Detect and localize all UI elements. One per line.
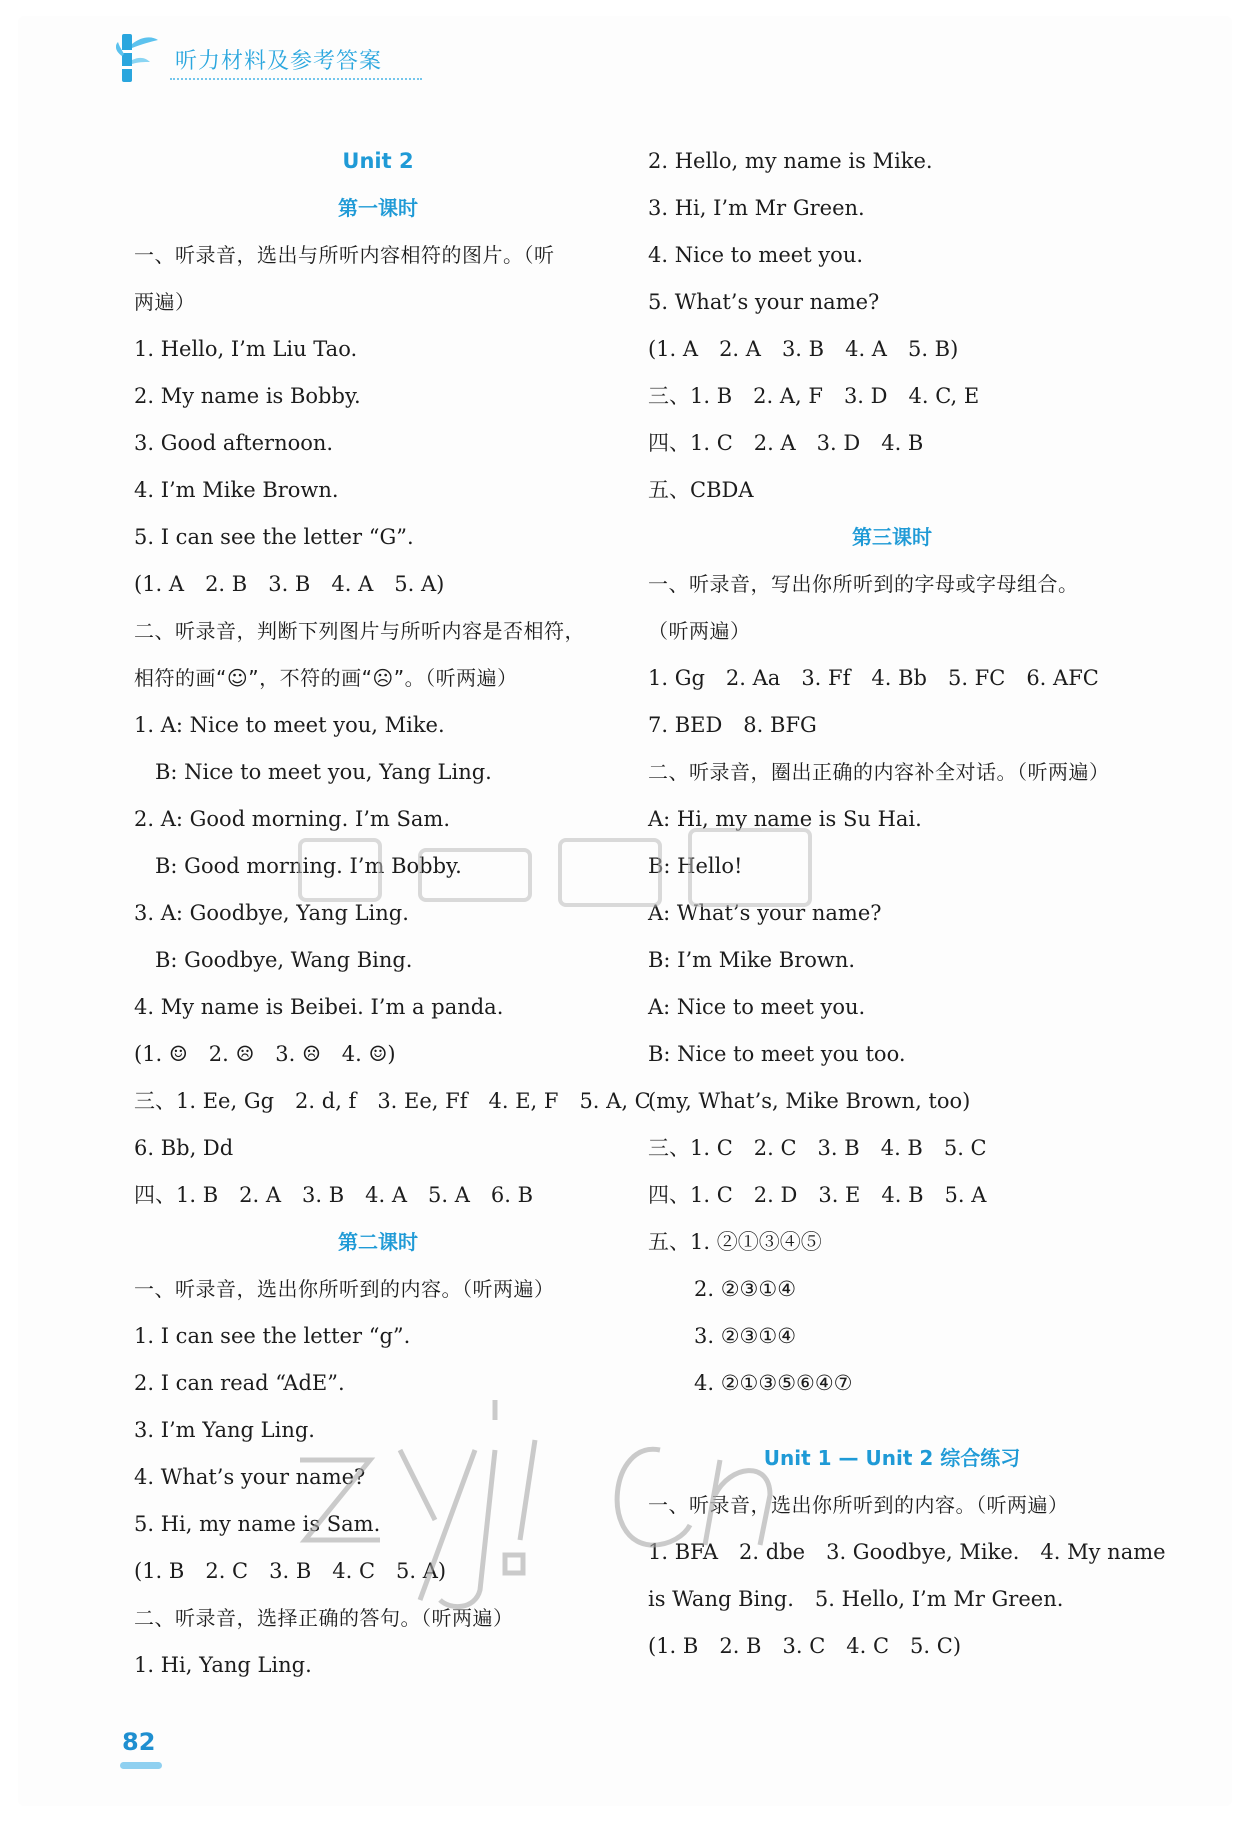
answer-line: A: Hi, my name is Su Hai. xyxy=(648,807,922,831)
answer-line: 三、1. C 2. C 3. B 4. B 5. C xyxy=(648,1136,987,1160)
answer-line: 5. Hi, my name is Sam. xyxy=(134,1512,381,1536)
answer-line: B: Good morning. I’m Bobby. xyxy=(155,854,462,878)
section-heading: 第三课时 xyxy=(852,525,932,549)
answer-line: 三、1. Ee, Gg 2. d, f 3. Ee, Ff 4. E, F 5. A, C xyxy=(134,1089,651,1113)
answer-line: 四、1. C 2. D 3. E 4. B 5. A xyxy=(648,1183,987,1207)
answer-line: 1. Gg 2. Aa 3. Ff 4. Bb 5. FC 6. AFC xyxy=(648,666,1099,690)
answer-line: 3. A: Goodbye, Yang Ling. xyxy=(134,901,409,925)
section-heading: 第二课时 xyxy=(338,1230,418,1254)
answer-line: A: What’s your name? xyxy=(648,901,882,925)
answer-line: 四、1. C 2. A 3. D 4. B xyxy=(648,431,924,455)
answer-line: is Wang Bing. 5. Hello, I’m Mr Green. xyxy=(648,1587,1064,1611)
answer-line: B: Hello! xyxy=(648,854,743,878)
answer-line: 二、听录音，圈出正确的内容补全对话。（听两遍） xyxy=(648,760,1110,784)
answer-line: B: I’m Mike Brown. xyxy=(648,948,856,972)
answer-line: 4. ②①③⑤⑥④⑦ xyxy=(694,1371,853,1395)
answer-line: 7. BED 8. BFG xyxy=(648,713,817,737)
answer-line: 3. Good afternoon. xyxy=(134,431,334,455)
answer-line: 6. Bb, Dd xyxy=(134,1136,234,1160)
answer-line: (1. ☺ 2. ☹ 3. ☹ 4. ☺) xyxy=(134,1042,396,1066)
spacer xyxy=(648,1407,1168,1435)
answer-line: 5. I can see the letter “G”. xyxy=(134,525,414,549)
answer-line: (1. B 2. C 3. B 4. C 5. A) xyxy=(134,1559,447,1583)
answer-line: 一、听录音，写出你所听到的字母或字母组合。 xyxy=(648,572,1079,596)
left-column xyxy=(134,138,654,1689)
section-heading: 第一课时 xyxy=(338,196,418,220)
answer-line: 2. Hello, my name is Mike. xyxy=(648,149,933,173)
answer-line: (my, What’s, Mike Brown, too) xyxy=(648,1089,971,1113)
answer-line: 2. ②③①④ xyxy=(694,1277,797,1301)
answer-line: 1. BFA 2. dbe 3. Goodbye, Mike. 4. My name xyxy=(648,1540,1166,1564)
page-header xyxy=(116,30,426,90)
answer-line: 五、1. ②①③④⑤ xyxy=(648,1230,822,1254)
answer-line: （听两遍） xyxy=(648,619,751,643)
answer-line: 四、1. B 2. A 3. B 4. A 5. A 6. B xyxy=(134,1183,534,1207)
answer-line: 相符的画“☺”，不符的画“☹”。（听两遍） xyxy=(134,666,518,690)
answer-line: (1. A 2. A 3. B 4. A 5. B) xyxy=(648,337,959,361)
answer-line: 二、听录音，选择正确的答句。（听两遍） xyxy=(134,1606,514,1630)
answer-line: 三、1. B 2. A, F 3. D 4. C, E xyxy=(648,384,980,408)
header-title: 听力材料及参考答案 xyxy=(175,49,383,74)
answer-line: 一、听录音，选出与所听内容相符的图片。（听 xyxy=(134,243,555,267)
page-number: 82 xyxy=(122,1728,156,1756)
answer-line: 1. A: Nice to meet you, Mike. xyxy=(134,713,445,737)
answer-line: 1. Hello, I’m Liu Tao. xyxy=(134,337,358,361)
answer-line: 两遍） xyxy=(134,290,196,314)
answer-line: B: Nice to meet you, Yang Ling. xyxy=(155,760,492,784)
answer-line: B: Goodbye, Wang Bing. xyxy=(155,948,413,972)
answer-line: (1. B 2. B 3. C 4. C 5. C) xyxy=(648,1634,962,1658)
answer-line: 4. Nice to meet you. xyxy=(648,243,864,267)
answer-line: 2. A: Good morning. I’m Sam. xyxy=(134,807,451,831)
answer-line: 一、听录音，选出你所听到的内容。（听两遍） xyxy=(648,1493,1069,1517)
answer-line: 1. I can see the letter “g”. xyxy=(134,1324,411,1348)
answer-line: 3. Hi, I’m Mr Green. xyxy=(648,196,865,220)
answer-line: 二、听录音，判断下列图片与所听内容是否相符， xyxy=(134,619,585,643)
bamboo-icon xyxy=(116,30,166,86)
answer-line: 4. I’m Mike Brown. xyxy=(134,478,339,502)
answer-line: 3. ②③①④ xyxy=(694,1324,797,1348)
answer-line: B: Nice to meet you too. xyxy=(648,1042,906,1066)
answer-line: (1. A 2. B 3. B 4. A 5. A) xyxy=(134,572,445,596)
right-column xyxy=(648,138,1168,1670)
answer-line: A: Nice to meet you. xyxy=(648,995,866,1019)
answer-line: 2. My name is Bobby. xyxy=(134,384,361,408)
answer-line: 4. My name is Beibei. I’m a panda. xyxy=(134,995,504,1019)
section-heading: Unit 1 — Unit 2 综合练习 xyxy=(763,1446,1021,1470)
page-number-underline xyxy=(120,1762,162,1769)
answer-line: 1. Hi, Yang Ling. xyxy=(134,1653,312,1677)
answer-line: 3. I’m Yang Ling. xyxy=(134,1418,315,1442)
answer-line: 5. What’s your name? xyxy=(648,290,880,314)
answer-line: 2. I can read “AdE”. xyxy=(134,1371,345,1395)
header-rule xyxy=(170,78,422,80)
answer-line: 一、听录音，选出你所听到的内容。（听两遍） xyxy=(134,1277,555,1301)
answer-line: 4. What’s your name? xyxy=(134,1465,366,1489)
answer-line: 五、CBDA xyxy=(648,478,754,502)
section-heading: Unit 2 xyxy=(342,149,414,173)
